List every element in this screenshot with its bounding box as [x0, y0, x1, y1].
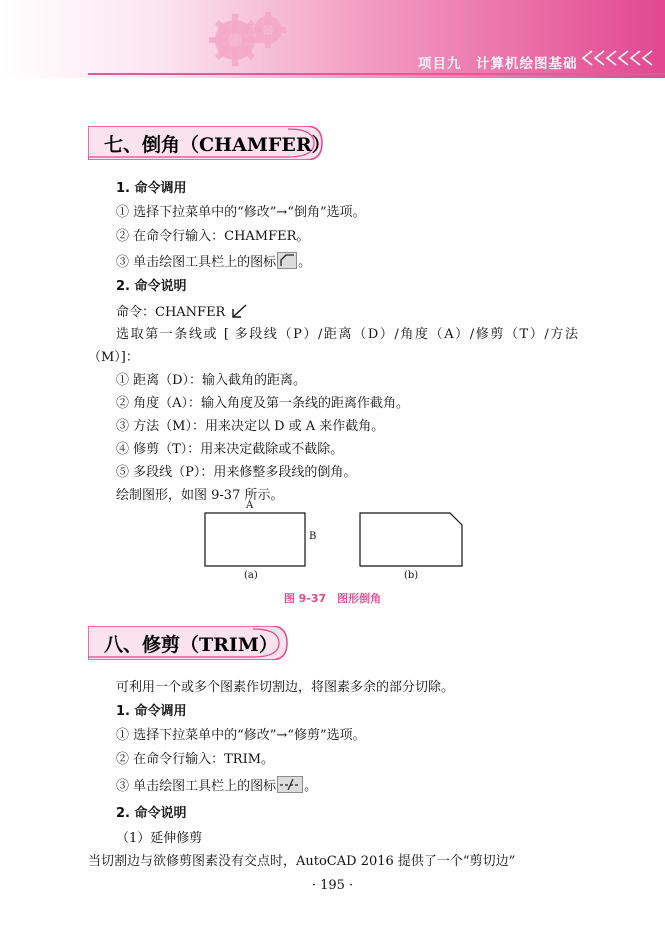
- figure-caption: 图 9-37 图形倒角: [283, 592, 382, 605]
- section-8-title: 八、修剪（TRIM）: [104, 634, 278, 656]
- item-3-text: ③ 单击绘图工具栏上的图标: [116, 779, 277, 794]
- chapter-title: 项目九 计算机绘图基础: [418, 56, 578, 72]
- item-3-end: 。: [304, 779, 318, 794]
- item-3-end: 。: [298, 255, 312, 270]
- command-text: 命令：CHANFER: [116, 305, 226, 320]
- figure-a-rectangle: [205, 513, 305, 566]
- section-8-item-3: [116, 776, 317, 795]
- prompt-line-1: 选取第一条线或 [ 多段线（P）/距离（D）/角度（A）/修剪（T）/方法: [116, 327, 578, 342]
- draw-instruction: 绘制图形，如图 9-37 所示。: [116, 488, 284, 503]
- section-8-banner: [88, 626, 288, 660]
- gear-decoration-icon: [190, 8, 300, 70]
- figure-sub-b: (b): [404, 570, 419, 581]
- figure-b-chamfered-rectangle: [360, 513, 462, 566]
- option-method: ③ 方法（M）：用来决定以 D 或 A 来作截角。: [116, 419, 385, 434]
- chevrons-icon: [580, 48, 660, 68]
- section-7-banner: [88, 126, 331, 160]
- section-8-subheading-1: 1. 命令调用: [116, 704, 187, 719]
- figure-label-b: B: [309, 531, 317, 542]
- chamfer-tool-icon[interactable]: [277, 252, 297, 269]
- option-polyline: ⑤ 多段线（P）：用来修整多段线的倒角。: [116, 465, 357, 480]
- chamfer-figure: [200, 505, 470, 570]
- section-7-item-1: ① 选择下拉菜单中的“修改”→“倒角”选项。: [116, 205, 366, 220]
- section-8-subitem: （1）延伸修剪: [116, 831, 203, 846]
- item-3-text: ③ 单击绘图工具栏上的图标: [116, 255, 277, 270]
- trim-tool-icon[interactable]: [277, 776, 303, 793]
- section-7-item-2: ② 在命令行输入：CHAMFER。: [116, 229, 310, 244]
- option-distance: ① 距离（D）：输入截角的距离。: [116, 373, 307, 388]
- command-line: [116, 304, 248, 321]
- option-trim: ④ 修剪（T）：用来决定截除或不截除。: [116, 442, 344, 457]
- section-7-subheading-2: 2. 命令说明: [116, 279, 187, 294]
- section-8-last-line: 当切割边与欲修剪图素没有交点时，AutoCAD 2016 提供了一个“剪切边”: [88, 854, 516, 869]
- section-8-subheading-2: 2. 命令说明: [116, 806, 187, 821]
- enter-arrow-icon: [230, 304, 248, 318]
- header-rule: [88, 73, 665, 75]
- page-number: · 195 ·: [311, 878, 354, 893]
- prompt-line-2: （M）]：: [88, 350, 139, 365]
- section-7-title: 七、倒角（CHAMFER）: [104, 134, 331, 156]
- option-angle: ② 角度（A）：输入角度及第一条线的距离作截角。: [116, 396, 410, 411]
- figure-label-a: A: [246, 500, 254, 511]
- section-7-item-3: [116, 252, 311, 271]
- section-8-item-2: ② 在命令行输入：TRIM。: [116, 752, 275, 767]
- figure-sub-a: (a): [244, 570, 258, 581]
- section-7-subheading-1: 1. 命令调用: [116, 181, 187, 196]
- section-8-item-1: ① 选择下拉菜单中的“修改”→“修剪”选项。: [116, 728, 366, 743]
- section-8-intro: 可利用一个或多个图素作切割边，将图素多余的部分切除。: [116, 680, 455, 695]
